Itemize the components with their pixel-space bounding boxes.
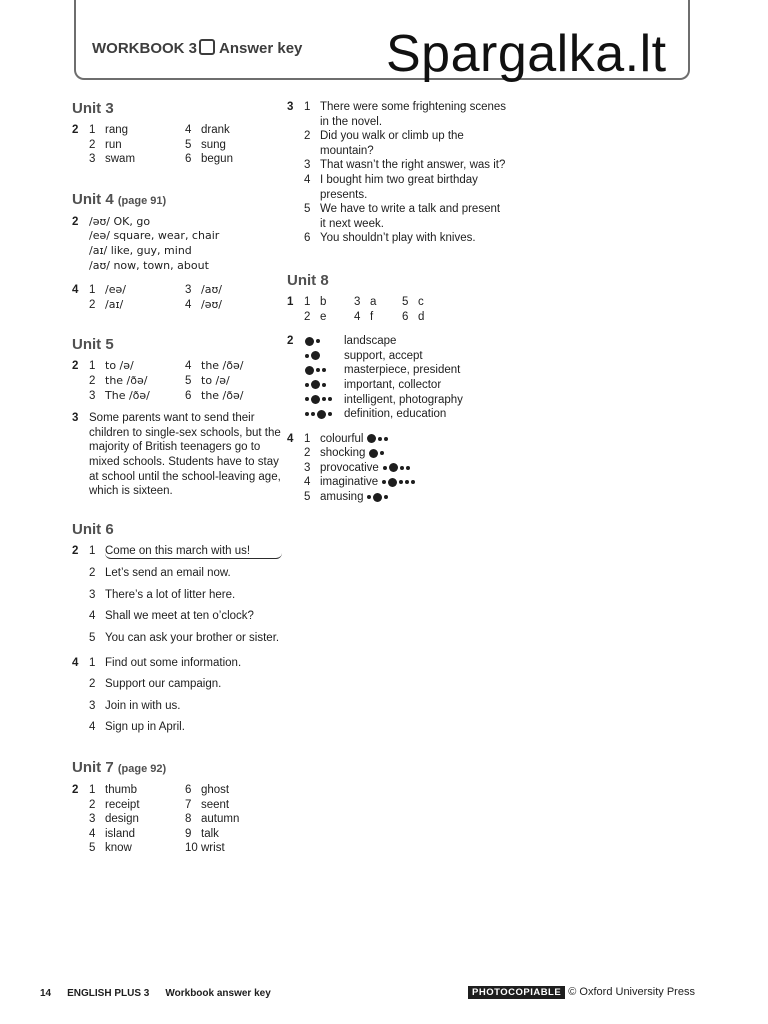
answer: the /ðə/: [201, 388, 244, 402]
item-number: 3: [89, 813, 96, 826]
answer-row: [287, 231, 507, 246]
answer: thumb: [105, 784, 137, 797]
item-number: 7: [185, 798, 192, 811]
answer: to /ə/: [105, 359, 134, 373]
header-title: [92, 39, 302, 57]
answer: The /ðə/: [105, 388, 150, 402]
answer-line: /aʊ/ now, town, about: [89, 258, 209, 272]
answer-row: [287, 173, 507, 202]
unit-4-title: [72, 191, 282, 210]
item-number: 6: [402, 310, 409, 323]
answer: the /ðə/: [105, 373, 148, 387]
answer: begun: [201, 153, 233, 166]
item-number: 2: [89, 567, 96, 580]
exercise-number: 2: [287, 335, 294, 348]
item-number: 2: [89, 798, 96, 811]
item-number: 1: [89, 360, 96, 373]
item-number: 4: [89, 610, 96, 623]
unit-4: [72, 191, 282, 313]
linked-sentence: Support our campaign.: [105, 678, 222, 691]
circled-sentence: There were some frightening scenes in the novel.: [320, 101, 507, 128]
linked-sentence: You can ask your brother or sister.: [105, 632, 280, 645]
answer-row: [287, 295, 507, 310]
item-number: 2: [89, 138, 96, 151]
answer-row: [287, 334, 507, 349]
item-number: 10: [185, 842, 198, 855]
linked-sentence: Sign up in April.: [105, 721, 185, 734]
item-number: 3: [354, 295, 361, 308]
answer-row: [72, 259, 282, 274]
answer-row: [287, 349, 507, 364]
stress-pattern: [304, 363, 344, 378]
answer-row: [72, 827, 282, 842]
answer-row: [287, 158, 507, 173]
answer-row: [72, 152, 282, 167]
answer: island: [105, 827, 136, 840]
unit-3-title: Unit 3: [72, 100, 114, 117]
answer-row: [287, 393, 507, 408]
answer-row: [287, 363, 507, 378]
item-number: 4: [304, 476, 311, 489]
item-number: 2: [304, 310, 311, 323]
stress-words: support, accept: [344, 349, 423, 362]
answer: the /ðə/: [201, 359, 244, 373]
answer: swam: [105, 153, 136, 166]
item-number: 2: [304, 130, 311, 143]
unit-4-label: Unit 4: [72, 190, 114, 208]
answer-row: [72, 699, 282, 714]
item-number: 4: [185, 298, 192, 311]
circled-sentence: I bought him two great birthday presents.: [320, 173, 478, 201]
answer: wrist: [201, 842, 225, 855]
answer-row: [72, 244, 282, 259]
answer-row: [72, 656, 282, 671]
item-number: 3: [304, 461, 311, 474]
stress-pattern: [366, 490, 389, 505]
page-reference: (page 92): [117, 763, 167, 776]
unit-7-title: [72, 759, 282, 778]
linked-sentence: Join in with us.: [105, 699, 181, 712]
circled-sentence: Did you walk or climb up the mountain?: [320, 130, 464, 157]
item-number: 4: [354, 310, 361, 323]
answer-line: /aɪ/ like, guy, mind: [89, 243, 192, 257]
answer-row: [287, 475, 507, 490]
brand-watermark: Spargalka.lt: [386, 25, 667, 83]
stress-pattern: [368, 446, 385, 461]
adjective: imaginative: [320, 476, 379, 489]
item-number: 2: [89, 298, 96, 311]
exercise-number: 4: [72, 656, 79, 669]
answer: design: [105, 813, 139, 826]
stress-pattern: [381, 475, 416, 490]
answer-row: [287, 310, 507, 325]
answer-row: [72, 389, 282, 404]
item-number: 9: [185, 827, 192, 840]
answer: talk: [201, 827, 219, 840]
item-number: 2: [304, 447, 311, 460]
item-number: 3: [89, 153, 96, 166]
answer: d: [418, 310, 425, 323]
answer-row: [287, 407, 507, 422]
answer-row: [287, 378, 507, 393]
unit-3: [72, 100, 282, 167]
answer-row: [72, 783, 282, 798]
item-number: 2: [89, 374, 96, 387]
answer: autumn: [201, 813, 240, 826]
item-number: 4: [185, 124, 192, 136]
adjective: colourful: [320, 432, 364, 445]
circled-sentence: We have to write a talk and present it next week.: [320, 203, 501, 230]
book-title: ENGLISH PLUS 3: [67, 988, 150, 999]
answer-row: [72, 374, 282, 389]
item-number: 1: [89, 656, 96, 669]
item-number: 4: [185, 360, 192, 373]
exercise-number: 3: [72, 412, 79, 425]
exercise-number: 2: [72, 544, 79, 557]
answer-row: [72, 677, 282, 692]
answer-row: [72, 544, 282, 560]
linked-sentence: Come on this march with us!: [105, 544, 282, 560]
answer-row: [72, 359, 282, 374]
answer: b: [320, 295, 327, 308]
right-column: [287, 100, 507, 529]
linked-sentence: Find out some information.: [105, 656, 242, 669]
stress-pattern: [304, 349, 344, 364]
item-number: 1: [89, 284, 96, 297]
answer-row: [72, 123, 282, 138]
stress-pattern: [366, 432, 389, 447]
linked-sentence: There’s a lot of litter here.: [105, 588, 236, 601]
item-number: 5: [304, 491, 311, 504]
item-number: 1: [304, 432, 311, 445]
stress-pattern: [304, 334, 344, 349]
answer-row: [287, 461, 507, 476]
answer-row: [287, 490, 507, 505]
item-number: 5: [185, 374, 192, 387]
unit-7-exercise-3: [287, 100, 507, 246]
stress-words: important, collector: [344, 378, 442, 391]
stress-words: definition, education: [344, 408, 447, 421]
answer: /əʊ/: [201, 297, 222, 311]
item-number: 4: [89, 827, 96, 840]
item-number: 1: [304, 295, 311, 308]
answer-row: [72, 298, 282, 313]
circled-sentence: That wasn’t the right answer, was it?: [320, 159, 506, 172]
answer: f: [370, 310, 374, 323]
answer-row: [287, 202, 507, 231]
answer-line: /eə/ square, wear, chair: [89, 229, 220, 243]
linked-sentence: Let’s send an email now.: [105, 567, 231, 580]
unit-5: [72, 336, 282, 498]
workbook-label: WORKBOOK 3: [92, 40, 197, 57]
item-number: 5: [89, 842, 96, 855]
answer: /aɪ/: [105, 297, 124, 311]
answer-row: [72, 841, 282, 856]
stress-words: landscape: [344, 335, 397, 348]
left-column: [72, 100, 282, 880]
item-number: 5: [304, 203, 311, 216]
unit-6-title: Unit 6: [72, 520, 114, 538]
exercise-number: 2: [72, 360, 79, 373]
answer: ghost: [201, 784, 230, 797]
adjective: provocative: [320, 461, 379, 474]
answer: a: [370, 295, 377, 308]
item-number: 6: [185, 389, 192, 402]
item-number: 1: [89, 124, 96, 136]
answer: know: [105, 842, 132, 855]
answer: sung: [201, 138, 226, 151]
item-number: 3: [89, 389, 96, 402]
photocopiable-badge: PHOTOCOPIABLE: [468, 986, 565, 999]
answer-key-label: Answer key: [219, 40, 303, 57]
answer: /aʊ/: [201, 283, 222, 297]
item-number: 5: [402, 295, 409, 308]
answer: receipt: [105, 798, 140, 811]
answer-row: [72, 720, 282, 735]
answer-line: /əʊ/ OK, go: [89, 214, 151, 228]
square-icon: [199, 39, 215, 55]
item-number: 2: [89, 678, 96, 691]
answer-row: [72, 138, 282, 153]
exercise-number: 2: [72, 784, 79, 797]
answer-row: [72, 798, 282, 813]
answer-row: [72, 283, 282, 298]
answer-row: [287, 100, 507, 129]
exercise-number: 4: [287, 432, 294, 445]
item-number: 4: [89, 721, 96, 734]
unit-6: [72, 521, 282, 735]
stress-pattern: [304, 378, 344, 393]
stress-pattern: [382, 461, 411, 476]
unit-8: [287, 272, 507, 505]
footer-right: [468, 986, 695, 998]
answer-row: [72, 229, 282, 244]
section-title: Workbook answer key: [165, 988, 271, 999]
footer-left: [40, 988, 271, 999]
answer-row: [72, 812, 282, 827]
answer: seent: [201, 798, 230, 811]
answer-row: [72, 566, 282, 581]
answer-row: [287, 129, 507, 158]
unit-7: [72, 759, 282, 856]
answer-row: [72, 588, 282, 603]
answer-row: [72, 631, 282, 646]
item-number: 3: [304, 159, 311, 172]
item-number: 3: [89, 699, 96, 712]
answer-paragraph: Some parents want to send their children to single-sex schools, but the majority of British teenagers go to mixed schools. Students have to stay at school until the school-leaving age, which is sixteen.: [89, 412, 281, 498]
unit-7-label: Unit 7: [72, 759, 114, 777]
stress-words: intelligent, photography: [344, 393, 463, 406]
answer-row: [72, 609, 282, 624]
item-number: 1: [304, 101, 311, 113]
item-number: 5: [89, 632, 96, 645]
answer-row: [287, 432, 507, 447]
item-number: 1: [89, 784, 96, 797]
item-number: 6: [304, 232, 311, 245]
item-number: 3: [185, 284, 192, 297]
exercise-number: 1: [287, 295, 294, 308]
item-number: 6: [185, 153, 192, 166]
answer: drank: [201, 124, 230, 136]
publisher: © Oxford University Press: [568, 986, 695, 998]
linked-sentence: Shall we meet at ten o’clock?: [105, 610, 254, 623]
unit-5-title: Unit 5: [72, 336, 114, 354]
item-number: 1: [89, 544, 96, 557]
answer-row: [287, 446, 507, 461]
item-number: 4: [304, 173, 311, 186]
item-number: 3: [89, 588, 96, 601]
answer: /eə/: [105, 283, 126, 297]
stress-pattern: [304, 393, 344, 408]
exercise-number: 2: [72, 215, 79, 228]
adjective: amusing: [320, 491, 364, 504]
item-number: 6: [185, 784, 192, 797]
circled-sentence: You shouldn’t play with knives.: [320, 232, 476, 245]
answer: to /ə/: [201, 373, 230, 387]
page-reference: (page 91): [117, 194, 167, 207]
answer: run: [105, 138, 122, 151]
answer-row: [72, 215, 282, 230]
exercise-number: 3: [287, 101, 294, 113]
answer: c: [418, 295, 424, 308]
unit-8-title: Unit 8: [287, 271, 329, 289]
answer: e: [320, 310, 327, 323]
answer-row: [72, 411, 282, 499]
exercise-number: 4: [72, 284, 79, 297]
page-number: 14: [40, 988, 52, 999]
adjective: shocking: [320, 447, 366, 460]
item-number: 8: [185, 813, 192, 826]
exercise-number: 2: [72, 124, 79, 136]
item-number: 5: [185, 138, 192, 151]
stress-words: masterpiece, president: [344, 364, 461, 377]
answer: rang: [105, 124, 129, 136]
stress-pattern: [304, 407, 344, 422]
